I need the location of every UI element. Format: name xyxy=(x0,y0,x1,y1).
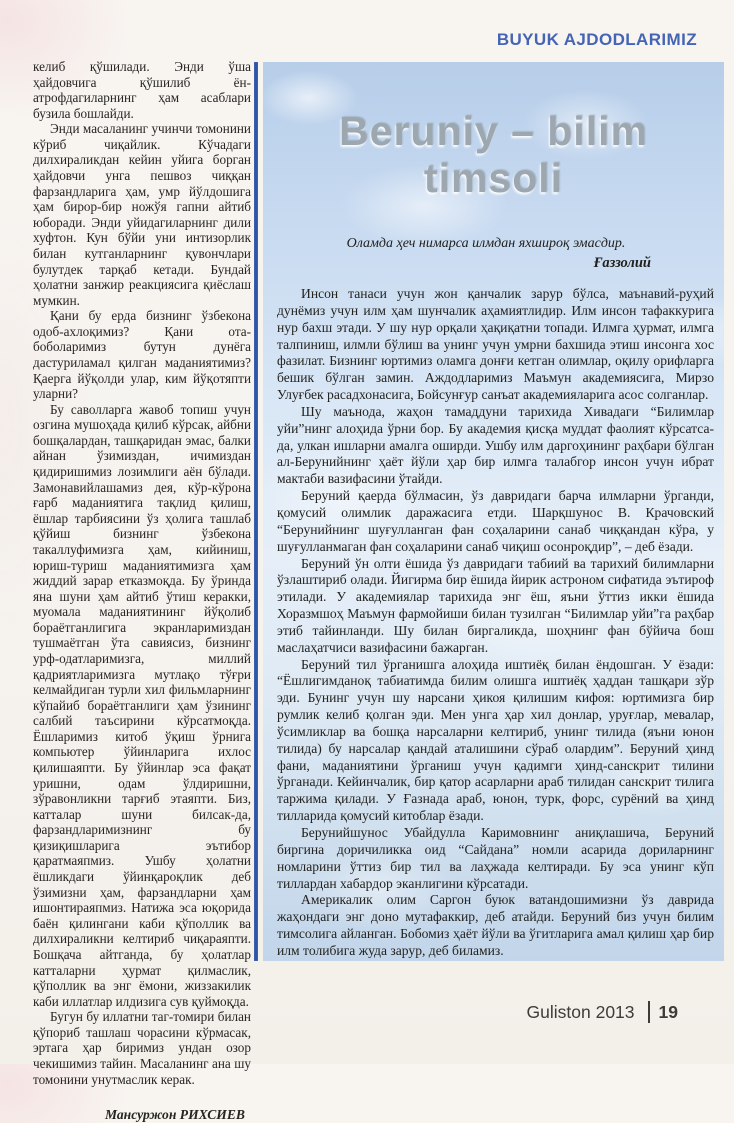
paragraph: Шу маънода, жаҳон тамаддуни тарихида Хивадаги “Билимлар уйи”нинг алоҳида ўрни бор. Бу академия қисқа муддат фаолият кўрсатса-да, улкан ишларни амалга оширди. Ушбу илм даргоҳининг раҳбари бўлган ал-Берунийнинг ҳаёт йўли ҳар бир илмга талабгор инсон учун ибрат мактаби вазифасини ўтайди. xyxy=(277,403,714,487)
article-panel xyxy=(263,62,724,961)
paragraph: Инсон танаси учун жон қанчалик зарур бўлса, маънавий-руҳий дунёмиз учун илм ҳам шунчалик аҳамиятлидир. Илм инсон тафаккурига нур бахш этади. У шу нур орқали ҳақиқатни топади. Илмга ҳурмат, илмга талпиниш, илмли бўлиш ва унинг учун умрни бахшида этиш инсонга хос фазилат. Бизнинг юртимиз оламга донғи кетган олимлар, оқилу орифларга бешик бўлган замин. Аждодларимиз Маъмун академиясига, Мирзо Улуғбек расадхонасига, Бойсунғур санъат академияларига асос солганлар. xyxy=(277,286,714,403)
left-article-column xyxy=(33,59,251,1123)
journal-name: Guliston 2013 xyxy=(526,1001,635,1022)
article-title: Beruniy – bilim timsoli xyxy=(339,108,648,201)
footer-separator-bar xyxy=(648,1001,650,1023)
left-article-text xyxy=(33,59,251,1087)
paragraph: келиб қўшилади. Энди ўша ҳайдовчига қўшилиб ён-атрофдагиларнинг ҳам асаблари бузила бошлайди. xyxy=(33,59,251,121)
paragraph: Бу саволларга жавоб топиш учун озгина мушоҳада қилиб кўрсак, айбни бошқалардан, ташқаридан эмас, балки айнан ўзимиздан, ичимиздан қидиришимиз лозимлиги аён бўлади. Замонавийлашамиз дея, кўр-кўрона ғарб маданиятига тақлид қилиш, ёшлар тарбиясини ўз ҳолига ташлаб қўйиш бизнинг ўзбекона такаллуфимизга ҳам, кийиниш, юриш-туриш маданиятимизга ҳам жиддий зарар етказмоқда. Бу ўринда яна шуни ҳам айтиб ўтиш керакки, муомала маданиятининг йўқолиб бораётганлигига экранларимиздан тушмаётган ўта савиясиз, бизнинг урф-одатларимизга, миллий қадриятларимизга мутлақо тўғри келмайдиган турли хил фильмларнинг кўпайиб бораётганлиги ҳам ўзининг салбий таъсирини кўрсатмоқда. Ёшларимиз китоб ўқиш ўрнига компьютер ўйинларига ихлос қилишаяпти. Бу ўйинлар эса фақат уришни, одам ўлдиришни, зўравонликни тарғиб этаяпти. Биз, катталар шуни билсак-да, фарзандларимизнинг бу қизиқишларига эътибор қаратмаяпмиз. Ушбу ҳолатни ёшликдаги ўйинқароқлик деб ўзимизни ҳам, фарзандларни ҳам ишонтираяпмиз. Натижа эса юқорида баён қилингани каби қўполлик ва дилхираликни келтириб чиқараяпти. Бошқача айтганда, бу ҳолатлар катталарни ҳурмат қилмаслик, қўполлик ва энг ёмони, жиззакилик каби иллатлар илдизига сув қуймоқда. xyxy=(33,401,251,1009)
article-body xyxy=(277,286,714,960)
paragraph: Беруний қаерда бўлмасин, ўз давридаги барча илмларни ўрганди, қомусий олимлик даражасига етди. Шарқшунос В. Крачовский “Берунийнинг шуғулланган фан соҳаларини санаб чиққандан кўра, у шуғулланмаган фан соҳаларини санаб чиқиш осонроқдир”, – деб ёзади. xyxy=(277,488,714,554)
page-number: 19 xyxy=(658,1001,678,1022)
left-article-author: Мансуржон РИХСИЕВ xyxy=(104,1107,245,1123)
page-footer xyxy=(527,1001,678,1023)
paragraph: Америкалик олим Саргон буюк ватандошимизни ўз даврида жаҳондаги энг доно мутафаккир, деб атайди. Беруний биз учун билим тимсолига айланган. Бобомиз ҳаёт йўли ва ўгитларига амал қилиш ҳар бир илм толибига жуда зарур, деб биламиз. xyxy=(277,892,714,958)
paragraph: Қани бу ерда бизнинг ўзбекона одоб-ахлоқимиз? Қани ота-боболаримиз бутун дунёга дастуриламал қилган маданиятимиз? Қаерга йўқолди улар, ким йўқотяпти уларни? xyxy=(33,308,251,402)
epigraph-attribution: Ғаззолий xyxy=(593,255,651,271)
paragraph: Бугун бу иллатни таг-томири билан қўпориб ташлаш чорасини кўрмасак, эртага ҳар биримиз ундан озор чекишимиз тайин. Масаланинг ана шу томонини унутмаслик керак. xyxy=(33,1009,251,1087)
paragraph: Беруний тил ўрганишга алоҳида иштиёқ билан ёндошган. У ёзади: “Ёшлигимданоқ табиатимда билим олишга иштиёқ ҳаддан ташқари зўр эди. Бунинг учун шу нарсани ҳикоя қилишим кифоя: юртимизга бир румлик келиб қолган эди. Мен унга ҳар хил донлар, уруғлар, мевалар, ўсимликлар ва бошқа нарсаларни келтириб, унинг тилида (яъни юнон тилида) бу нарсалар қандай аталишини сўраб олардим”. Беруний ҳинд фани, маданиятини ўрганиш учун қадимги ҳинд-санскрит тилини ўрганади. Кейинчалик, бир қатор асарларни араб тилидан санскрит тилига таржима қилади. У Ғазнада араб, юнон, турк, форс, сурёний ва ҳинд тилларида қомусий китоблар ёзади. xyxy=(277,656,714,824)
paragraph: Берунийшунос Убайдулла Каримовнинг аниқлашича, Беруний биргина доричиликка оид “Сайдана” номли асарида дориларнинг номларини ўттиз бир тил ва лаҳжада келтиради. Бу эса унинг кўп тиллардан хабардор эканлигини кўрсатади. xyxy=(277,825,714,891)
epigraph xyxy=(321,236,651,272)
paragraph: Беруний ўн олти ёшида ўз давридаги табиий ва тарихий билимларни ўзлаштириб олади. Йигирма бир ёшида йирик астроном сифатида эътироф этилади. У академиялар тарихида энг ёш, яъни ўттиз икки ёшида Хоразмшоҳ Маъмун фармойиши билан тузилган “Билимлар уйи”га раҳбар этиб тайинланди. Шу билан биргаликда, шоҳнинг фан бўйича бош маслаҳатчиси вазифасини бажарган. xyxy=(277,555,714,655)
column-divider xyxy=(254,62,258,961)
rubric-header: BUYUK AJDODLARIMIZ xyxy=(496,30,697,49)
epigraph-text: Оламда ҳеч нимарса илмдан яхшироқ эмасдир. xyxy=(346,236,626,251)
paragraph: Энди масаланинг учинчи томонини кўриб чиқайлик. Кўчадаги дилхираликдан кейин уйига борган ҳайдовчи унга пешвоз чиққан фарзандларига ҳам, умр йўлдошига ҳам бирор-бир ножўя гапни айтиб юборади. Энди уйидагиларнинг дили хуфтон. Кун бўйи уни интизорлик билан кутганларнинг қувончлари булутдек тарқаб кетади. Бундай ҳолатни занжир реакциясига қиёслаш мумкин. xyxy=(33,121,251,308)
